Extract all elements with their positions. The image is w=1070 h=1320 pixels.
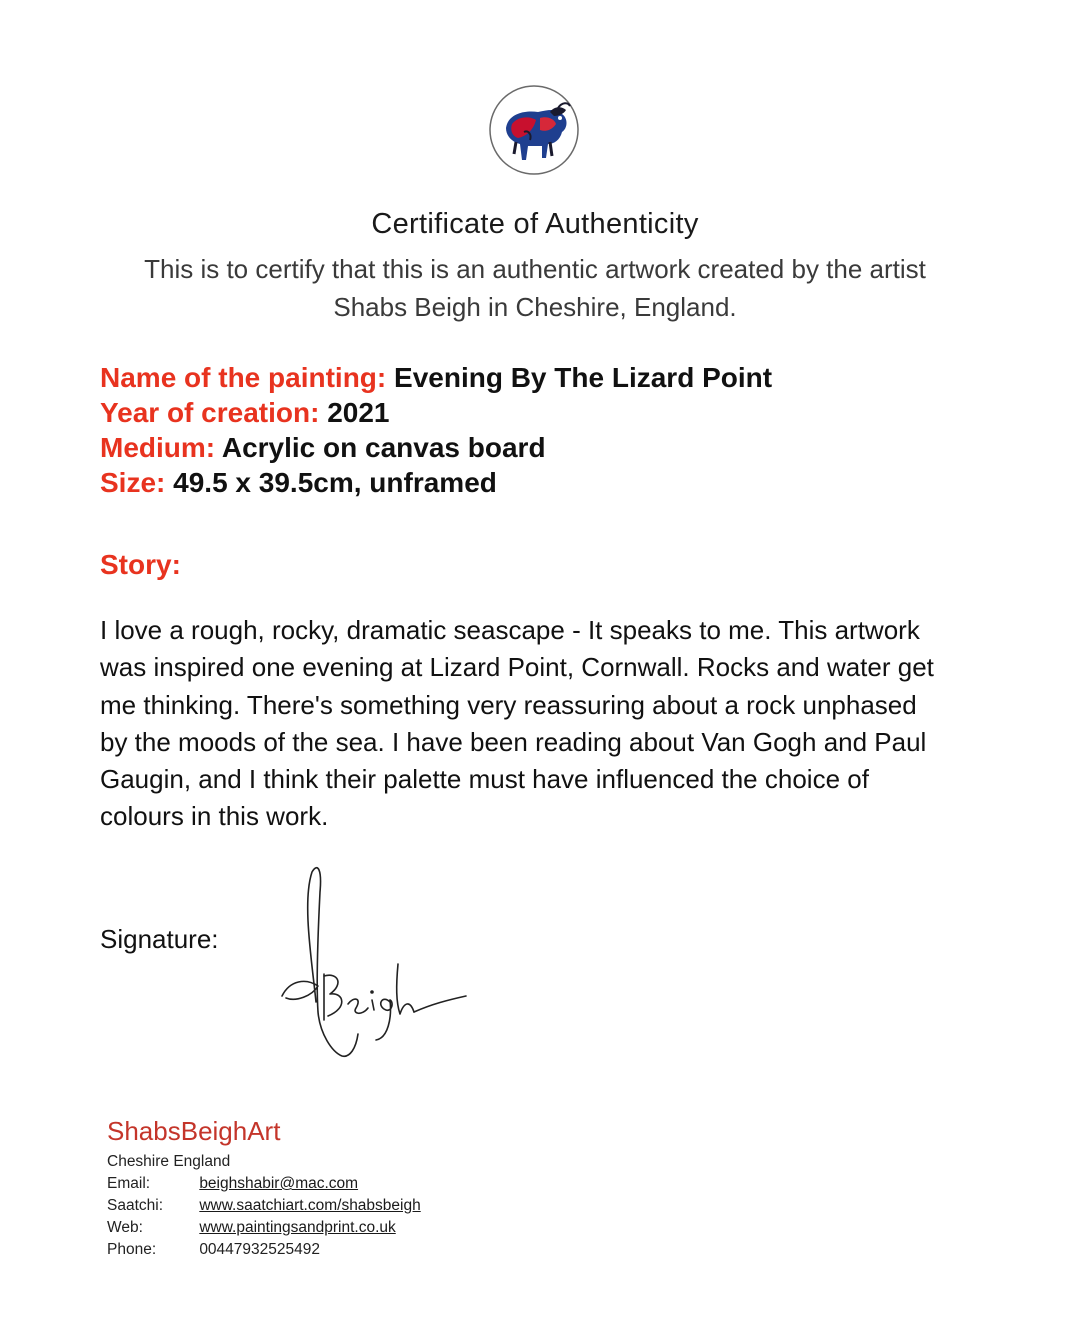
story-line: me thinking. There's something very reassuring about a rock unphased: [100, 689, 917, 720]
story-line: was inspired one evening at Lizard Point, Cornwall. Rocks and water get: [100, 652, 934, 683]
painting-name-value: Evening By The Lizard Point: [394, 362, 773, 393]
story-line: Gaugin, and I think their palette must have influenced the choice of: [100, 764, 869, 795]
year-label: Year of creation:: [100, 397, 320, 428]
saatchi-label: Saatchi:: [107, 1197, 164, 1214]
web-row: [107, 1217, 421, 1239]
medium-row: [100, 430, 772, 465]
certify-line-1: This is to certify that this is an authentic artwork created by the artist: [144, 254, 926, 284]
artwork-details: [100, 360, 772, 500]
email-row: [107, 1173, 421, 1195]
painting-name-row: [100, 360, 772, 395]
web-label: Web:: [107, 1219, 143, 1236]
painting-name-label: Name of the painting:: [100, 362, 387, 393]
signature-label: Signature:: [100, 924, 219, 954]
contact-block: [107, 1151, 421, 1261]
size-label: Size:: [100, 467, 166, 498]
handwritten-signature: [272, 862, 472, 1062]
certify-line-2: Shabs Beigh in Cheshire, England.: [333, 292, 737, 322]
size-value: 49.5 x 39.5cm, unframed: [173, 467, 497, 498]
medium-label: Medium:: [100, 432, 216, 463]
certify-statement: [60, 250, 1010, 326]
medium-value: Acrylic on canvas board: [221, 432, 546, 463]
phone-label: Phone:: [107, 1241, 157, 1258]
year-row: [100, 395, 772, 430]
story-line: by the moods of the sea. I have been reading about Van Gogh and Paul: [100, 726, 927, 757]
story-text: [100, 612, 980, 836]
year-value: 2021: [327, 397, 390, 428]
story-line: I love a rough, rocky, dramatic seascape - It speaks to me. This artwork: [100, 615, 920, 645]
email-link[interactable]: beighshabir@mac.com: [199, 1175, 359, 1192]
phone-row: [107, 1239, 421, 1261]
bull-logo: [488, 84, 580, 176]
email-label: Email:: [107, 1175, 151, 1192]
story-label: Story:: [100, 549, 181, 580]
phone-value: 00447932525492: [199, 1241, 320, 1258]
brand-name: ShabsBeighArt: [107, 1116, 281, 1146]
certificate-title: Certificate of Authenticity: [371, 208, 699, 240]
location: Cheshire England: [107, 1153, 231, 1170]
web-link[interactable]: www.paintingsandprint.co.uk: [199, 1219, 396, 1236]
saatchi-row: [107, 1195, 421, 1217]
story-line: colours in this work.: [100, 801, 329, 832]
size-row: [100, 465, 772, 500]
saatchi-link[interactable]: www.saatchiart.com/shabsbeigh: [199, 1197, 421, 1214]
